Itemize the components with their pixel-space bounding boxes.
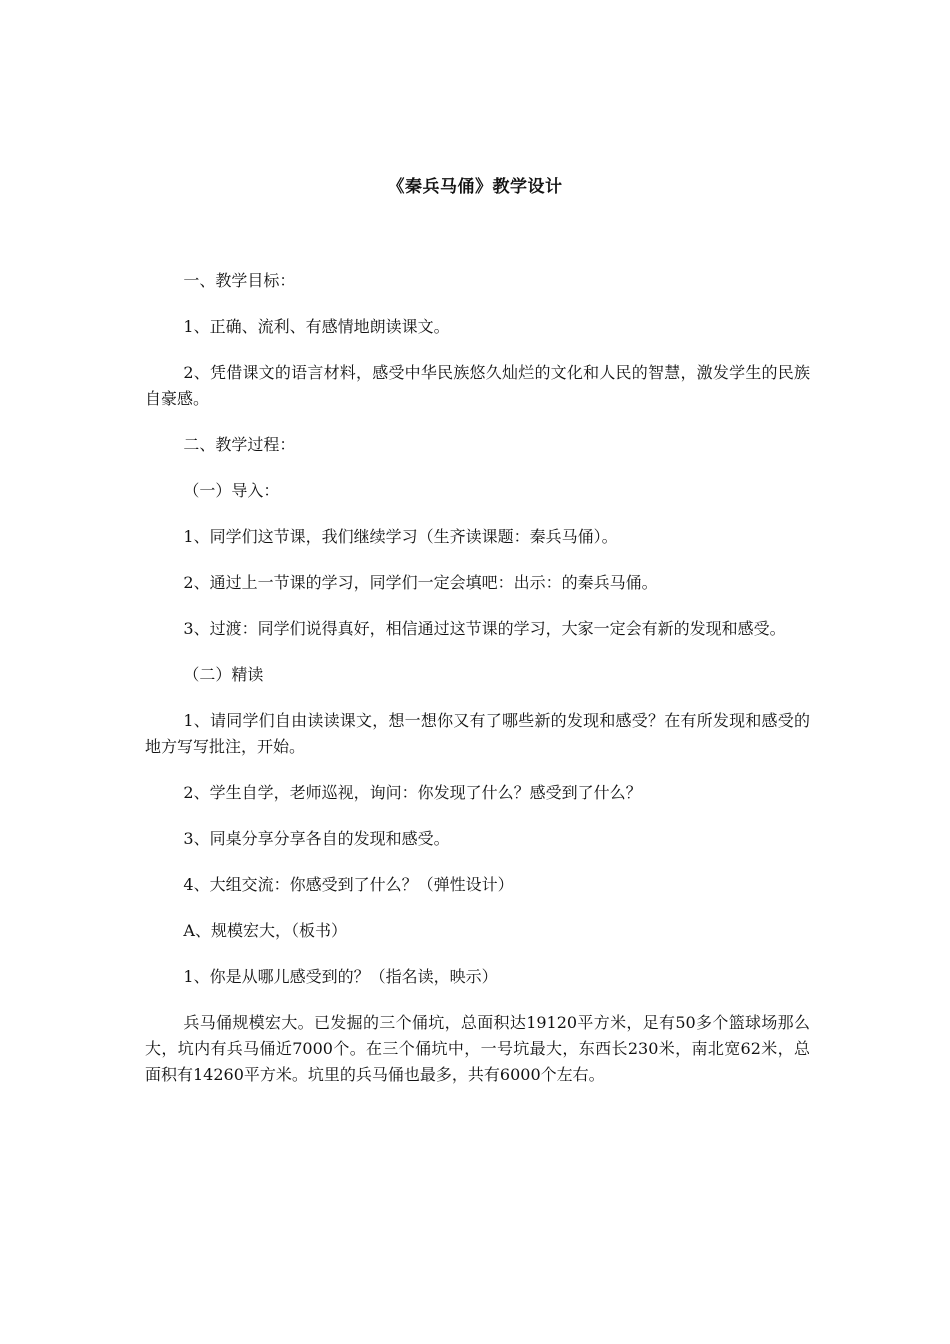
intro-item-2: 2、通过上一节课的学习，同学们一定会填吧：出示：的秦兵马俑。 (183, 573, 658, 592)
document-title: 《秦兵马俑》教学设计 (387, 177, 563, 197)
heading-teaching-process: 二、教学过程： (183, 435, 296, 454)
goal-item-1: 1、正确、流利、有感情地朗读课文。 (183, 317, 450, 336)
document-body (145, 268, 810, 1108)
reading-item-3: 3、同桌分享分享各自的发现和感受。 (183, 829, 450, 848)
section-a-heading: A、规模宏大，（板书） (183, 921, 347, 940)
subheading-introduction: （一）导入： (183, 481, 280, 500)
goal-item-2: 2、凭借课文的语言材料，感受中华民族悠久灿烂的文化和人民的智慧，激发学生的民族自豪感。 (145, 363, 810, 408)
reading-item-1: 1、请同学们自由读读课文，想一想你又有了哪些新的发现和感受？在有所发现和感受的地方写写批注，开始。 (145, 711, 810, 756)
quoted-passage: 兵马俑规模宏大。已发掘的三个俑坑，总面积达19120平方米，足有50多个篮球场那么大，坑内有兵马俑近7000个。在三个俑坑中，一号坑最大，东西长230米，南北宽62米，总面积有14260平方米。坑里的兵马俑也最多，共有6000个左右。 (145, 1013, 810, 1084)
subheading-close-reading: （二）精读 (183, 665, 264, 684)
heading-teaching-goals: 一、教学目标： (183, 271, 296, 290)
reading-item-2: 2、学生自学，老师巡视，询问：你发现了什么？感受到了什么？ (183, 783, 642, 802)
intro-item-3: 3、过渡：同学们说得真好，相信通过这节课的学习，大家一定会有新的发现和感受。 (183, 619, 786, 638)
intro-item-1: 1、同学们这节课，我们继续学习（生齐读课题：秦兵马俑）。 (183, 527, 618, 546)
section-a-item-1: 1、你是从哪儿感受到的？（指名读，映示） (183, 967, 498, 986)
reading-item-4: 4、大组交流：你感受到了什么？（弹性设计） (183, 875, 514, 894)
